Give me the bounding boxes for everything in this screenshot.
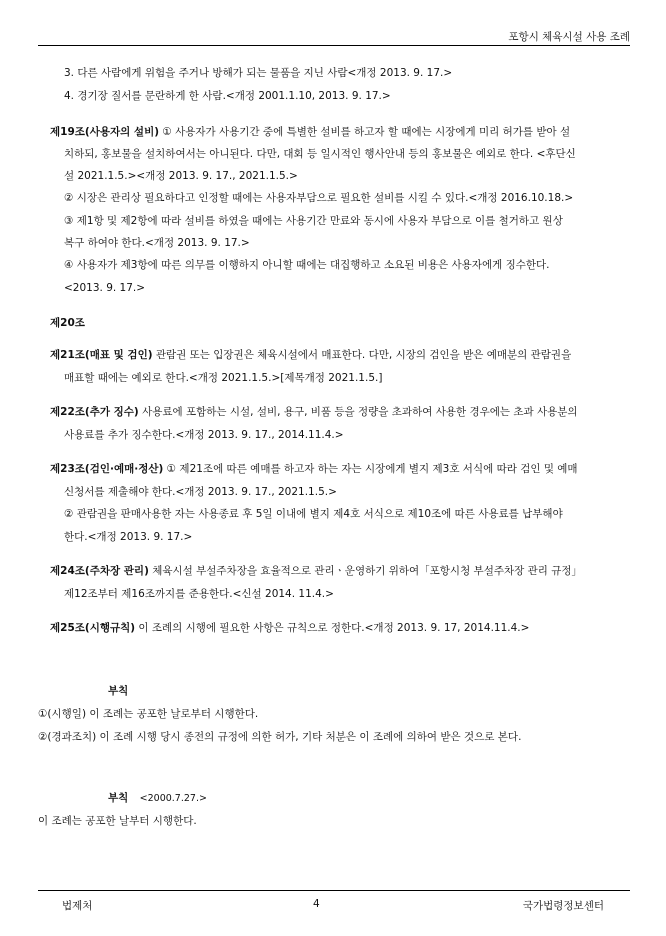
article-19-line: 제19조(사용자의 설비) ① 사용자가 사용기간 중에 특별한 설비를 하고자 할 때에는 시장에게 미리 허가를 받아 설 — [50, 126, 571, 138]
body-line: 3. 다른 사람에게 위험을 주거나 방해가 되는 물품을 지닌 사람<개정 2013. 9. 17.> — [64, 67, 453, 79]
body-line: 한다.<개정 2013. 9. 17.> — [64, 531, 193, 543]
addendum-heading: 부칙 — [108, 685, 129, 697]
body-line: 치하되, 홍보물을 설치하여서는 아니된다. 다만, 대회 등 일시적인 행사안내 등의 홍보물은 예외로 한다. <후단신 — [64, 148, 576, 160]
body-line: 설 2021.1.5.><개정 2013. 9. 17., 2021.1.5.> — [64, 170, 298, 182]
footer-rule — [38, 890, 630, 891]
article-25-line: 제25조(시행규칙) 이 조례의 시행에 필요한 사항은 규칙으로 정한다.<개정 2013. 9. 17, 2014.11.4.> — [50, 622, 530, 634]
body-line: <2013. 9. 17.> — [64, 282, 146, 294]
addendum-item: ②(경과조치) 이 조례 시행 당시 종전의 규정에 의한 허가, 기타 처분은 이 조례에 의하여 받은 것으로 본다. — [38, 731, 522, 743]
footer-center: 국가법령정보센터 — [522, 900, 604, 912]
body-line: 제12조부터 제16조까지를 준용한다.<신설 2014. 11.4.> — [64, 588, 334, 600]
addendum-2-heading-row — [108, 790, 207, 805]
article-24-line: 제24조(주차장 관리) 체육시설 부설주차장을 효율적으로 관리ㆍ운영하기 위하여「포항시청 부설주차장 관리 규정」 — [50, 565, 583, 577]
addendum-date: <2000.7.27.> — [139, 793, 207, 804]
addendum-heading: 부칙 — [108, 792, 129, 804]
body-line: ② 관람권을 판매사용한 자는 사용종료 후 5일 이내에 별지 제4호 서식으로 제10조에 따른 사용료를 납부해야 — [64, 508, 563, 520]
body-line: 매표할 때에는 예외로 한다.<개정 2021.1.5.>[제목개정 2021.1.5.] — [64, 372, 383, 384]
addendum-text: 이 조례는 공포한 날부터 시행한다. — [38, 815, 197, 827]
article-21-line: 제21조(매표 및 검인) 관람권 또는 입장권은 체육시설에서 매표한다. 다만, 시장의 검인을 받은 예매분의 관람권을 — [50, 349, 572, 361]
body-line: ④ 사용자가 제3항에 따른 의무를 이행하지 아니할 때에는 대집행하고 소요된 비용은 사용자에게 징수한다. — [64, 259, 550, 271]
body-line: 4. 경기장 질서를 문란하게 한 사람.<개정 2001.1.10, 2013. 9. 17.> — [64, 90, 391, 102]
document-header-title: 포항시 체육시설 사용 조례 — [508, 31, 630, 43]
body-line: 신청서를 제출해야 한다.<개정 2013. 9. 17., 2021.1.5.> — [64, 486, 337, 498]
body-line: 복구 하여야 한다.<개정 2013. 9. 17.> — [64, 237, 250, 249]
body-line: ② 시장은 관리상 필요하다고 인정할 때에는 사용자부담으로 필요한 설비를 시킬 수 있다.<개정 2016.10.18.> — [64, 192, 574, 204]
body-line: ③ 제1항 및 제2항에 따라 설비를 하였을 때에는 사용기간 만료와 동시에 사용자 부담으로 이를 철거하고 원상 — [64, 215, 563, 227]
article-20-line: 제20조 — [50, 317, 85, 329]
page-number: 4 — [313, 898, 320, 910]
article-23-line: 제23조(검인·예매·정산) ① 제21조에 따른 예매를 하고자 하는 자는 시장에게 별지 제3호 서식에 따라 검인 및 예매 — [50, 463, 578, 475]
article-22-line: 제22조(추가 징수) 사용료에 포함하는 시설, 설비, 용구, 비품 등을 정량을 초과하여 사용한 경우에는 초과 사용분의 — [50, 406, 578, 418]
header-rule — [38, 45, 630, 46]
footer-source: 법제처 — [62, 900, 93, 912]
addendum-item: ①(시행일) 이 조례는 공포한 날로부터 시행한다. — [38, 708, 259, 720]
body-line: 사용료를 추가 징수한다.<개정 2013. 9. 17., 2014.11.4.> — [64, 429, 344, 441]
